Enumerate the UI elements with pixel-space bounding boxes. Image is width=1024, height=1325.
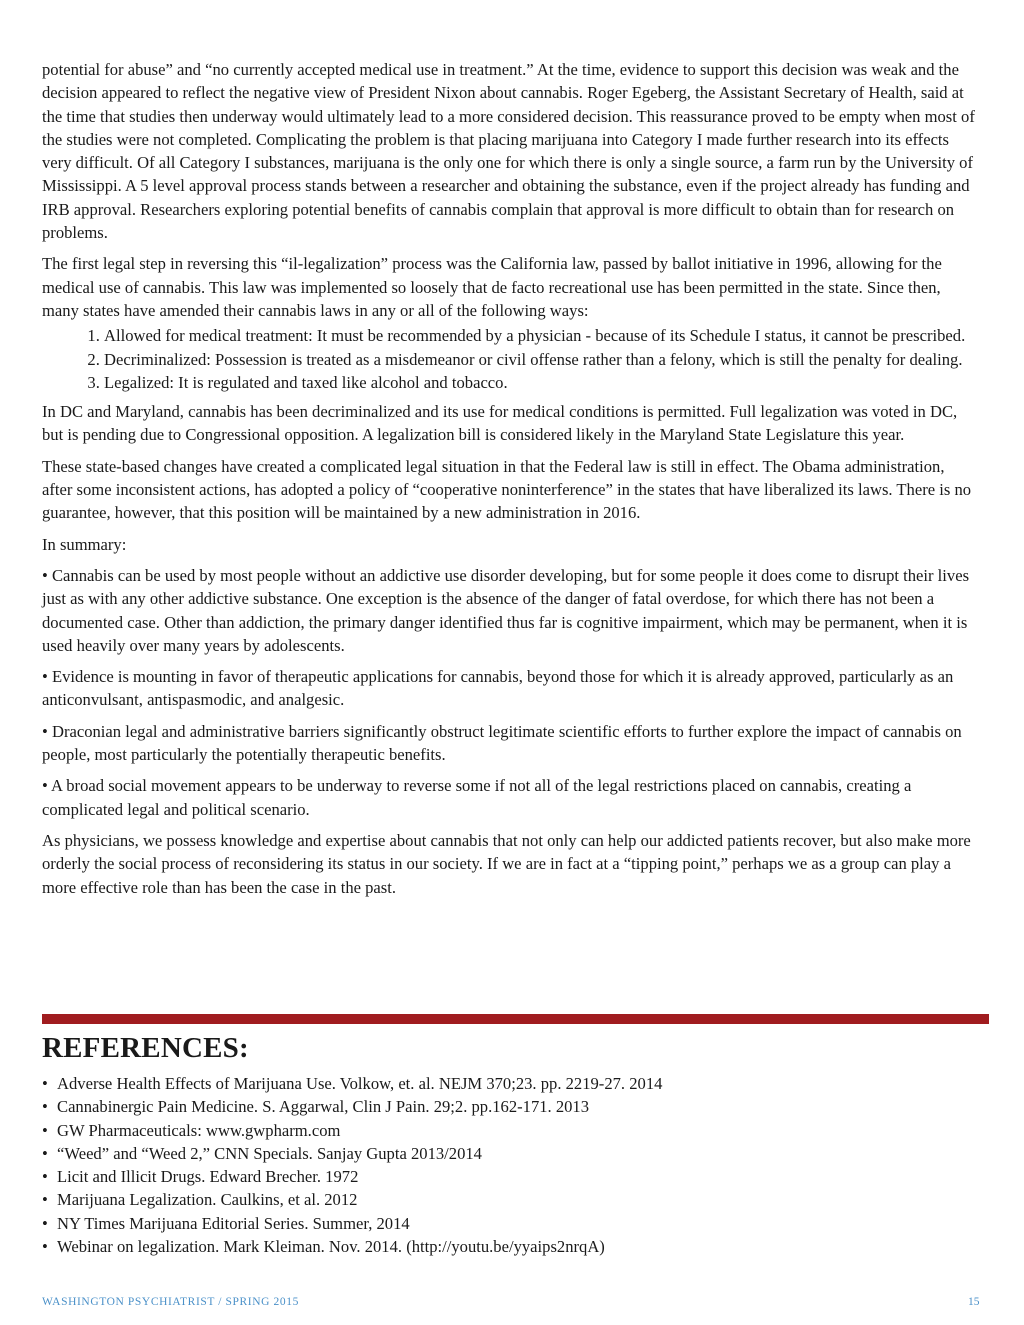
reference-text: Webinar on legalization. Mark Kleiman. Nov. 2014. (http://youtu.be/yyaips2nrqA) bbox=[57, 1237, 605, 1257]
amendment-list bbox=[42, 324, 977, 394]
reference-item bbox=[42, 1212, 662, 1235]
bullet-icon: • bbox=[42, 1213, 48, 1233]
bullet-icon: • bbox=[42, 1237, 48, 1257]
page-number: 15 bbox=[968, 1296, 980, 1308]
bullet-icon: • bbox=[42, 1190, 48, 1210]
article-body bbox=[42, 58, 977, 907]
paragraph-dc-maryland: In DC and Maryland, cannabis has been decriminalized and its use for medical conditions is permitted. Full legalization was voted in DC, but is pending due to Congressional opposition. A legalization bill is considered likely in the Maryland State Legislature this year. bbox=[42, 402, 958, 445]
bullet-icon: • bbox=[42, 1097, 48, 1117]
bullet-icon: • bbox=[42, 1143, 48, 1163]
list-item: 3. Legalized: It is regulated and taxed like alcohol and tobacco. bbox=[104, 371, 977, 394]
summary-point: • Cannabis can be used by most people without an addictive use disorder developing, but for some people it does come to disrupt their lives just as with any other addictive substance. One exception is the absence of the danger of fatal overdose, for which there has not been a documented case. Other than addiction, the primary danger identified thus far is cognitive impairment, which may be permanent, when it is used heavily over many years by adolescents. bbox=[42, 565, 970, 655]
reference-item bbox=[42, 1072, 662, 1095]
references-list bbox=[42, 1072, 662, 1258]
bullet-icon: • bbox=[42, 1120, 48, 1140]
paragraph-conclusion: As physicians, we possess knowledge and expertise about cannabis that not only can help our addicted patients recover, but also make more orderly the social process of reconsidering its status in our society. If we are in fact at a “tipping point,” perhaps we as a group can play a more effective role than has been the case in the past. bbox=[42, 830, 971, 897]
section-divider bbox=[42, 1014, 989, 1024]
reference-text: Cannabinergic Pain Medicine. S. Aggarwal, Clin J Pain. 29;2. pp.162-171. 2013 bbox=[57, 1097, 590, 1117]
reference-item bbox=[42, 1235, 662, 1258]
summary-point: • Draconian legal and administrative barriers significantly obstruct legitimate scientific efforts to further explore the impact of cannabis on people, most particularly the potentially therapeutic benefits. bbox=[42, 721, 962, 765]
bullet-icon: • bbox=[42, 1167, 48, 1187]
reference-text: NY Times Marijuana Editorial Series. Summer, 2014 bbox=[57, 1213, 410, 1233]
reference-item bbox=[42, 1119, 662, 1142]
paragraph-federal-law: These state-based changes have created a complicated legal situation in that the Federal law is still in effect. The Obama administration, after some inconsistent actions, has adopted a policy of “cooperative noninterference” in the states that have liberalized its laws. There is no guarantee, however, that this position will be maintained by a new administration in 2016. bbox=[42, 456, 972, 523]
summary-point: • A broad social movement appears to be underway to reverse some if not all of the legal restrictions placed on cannabis, creating a complicated legal and political scenario. bbox=[42, 776, 912, 819]
reference-item bbox=[42, 1142, 662, 1165]
paragraph-category-i: potential for abuse” and “no currently accepted medical use in treatment.” At the time, evidence to support this decision was weak and the decision appeared to reflect the negative view of President Nixon about cannabis. Roger Egeberg, the Assistant Secretary of Health, said at the time that studies then underway would ultimately lead to a more considered decision. This reassurance proved to be empty when most of the studies were not completed. Complicating the problem is that placing marijuana into Category I made further research into its effects very difficult. Of all Category I substances, marijuana is the only one for which there is only a single source, a farm run by the University of Mississippi. A 5 level approval process stands between a researcher and obtaining the substance, even if the project already has funding and IRB approval. Researchers exploring potential benefits of cannabis complain that approval is more difficult to obtain than for research on problems. bbox=[42, 60, 975, 243]
reference-text: GW Pharmaceuticals: www.gwpharm.com bbox=[57, 1120, 341, 1140]
list-item: 1. Allowed for medical treatment: It must be recommended by a physician - because of its Schedule I status, it cannot be prescribed. bbox=[104, 324, 977, 347]
reference-item bbox=[42, 1165, 662, 1188]
references-heading: REFERENCES: bbox=[42, 1032, 249, 1064]
reference-item bbox=[42, 1188, 662, 1211]
paragraph-in-summary: In summary: bbox=[42, 534, 127, 554]
publication-footer: WASHINGTON PSYCHIATRIST / SPRING 2015 bbox=[42, 1296, 299, 1308]
reference-item bbox=[42, 1095, 662, 1118]
paragraph-california-law: The first legal step in reversing this “il-legalization” process was the California law, passed by ballot initiative in 1996, allowing for the medical use of cannabis. This law was implemented so loosely that de facto recreational use has been permitted in the state. Since then, many states have amended their cannabis laws in any or all of the following ways: bbox=[42, 254, 942, 320]
list-item: 2. Decriminalized: Possession is treated as a misdemeanor or civil offense rather than a felony, which is still the penalty for dealing. bbox=[104, 348, 977, 371]
bullet-icon: • bbox=[42, 1074, 48, 1093]
reference-text: Licit and Illicit Drugs. Edward Brecher. 1972 bbox=[57, 1167, 359, 1187]
reference-text: Adverse Health Effects of Marijuana Use. Volkow, et. al. NEJM 370;23. pp. 2219-27. 2014 bbox=[57, 1074, 663, 1093]
reference-text: Marijuana Legalization. Caulkins, et al. 2012 bbox=[57, 1190, 358, 1210]
reference-text: “Weed” and “Weed 2,” CNN Specials. Sanjay Gupta 2013/2014 bbox=[57, 1143, 482, 1163]
summary-point: • Evidence is mounting in favor of therapeutic applications for cannabis, beyond those for which it is already approved, particularly as an anticonvulsant, antispasmodic, and analgesic. bbox=[42, 667, 954, 710]
